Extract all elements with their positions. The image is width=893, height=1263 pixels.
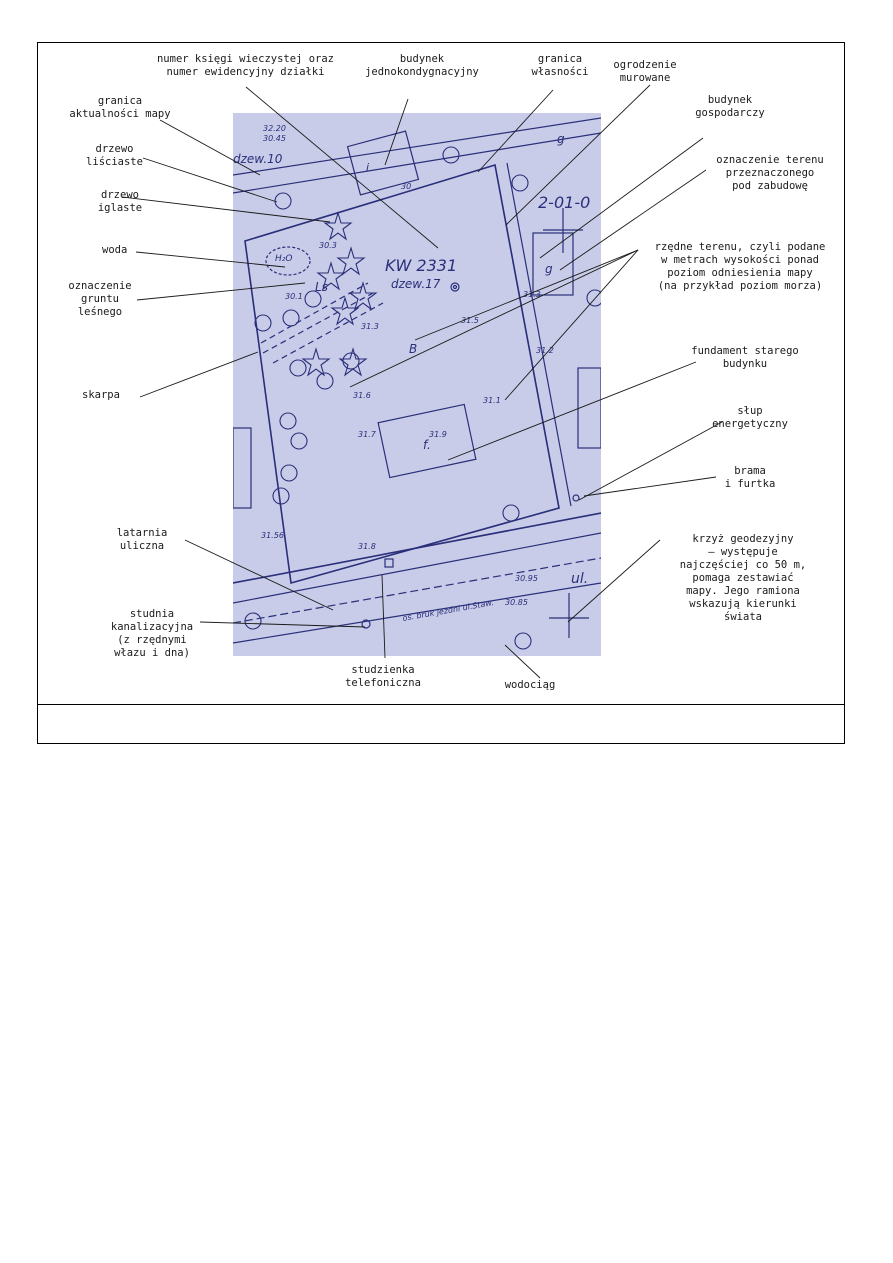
map-elev-4: 30.1: [285, 292, 303, 301]
label-oznaczenie-gruntu: oznaczenie gruntu leśnego: [68, 280, 132, 318]
map-elev-3: 30.3: [319, 241, 337, 250]
map-g-symbol-top: g: [557, 132, 565, 146]
map-elev-5: 31.3: [361, 322, 379, 331]
label-fundament: fundament starego budynku: [691, 345, 799, 370]
map-elev-14: 30.95: [515, 574, 538, 583]
map-elev-9: 31.9: [429, 430, 447, 439]
map-elev-8: 31.7: [358, 430, 376, 439]
map-street-note: os. bruk jezdni ul.Staw.: [401, 598, 495, 623]
label-budynek-gospodarczy: budynek gospodarczy: [695, 94, 765, 119]
label-latarnia-uliczna: latarnia uliczna: [116, 527, 168, 552]
label-skarpa: skarpa: [82, 389, 120, 401]
label-drzewo-iglaste: drzewo iglaste: [97, 189, 143, 214]
label-wodociag: wodociąg: [504, 679, 556, 691]
label-rzedne-terenu: rzędne terenu, czyli podane w metrach wysokości ponad poziom odniesienia mapy (na przykład poziom morza): [654, 241, 826, 292]
label-ogrodzenie-murowane: ogrodzenie murowane: [613, 59, 677, 84]
map-elev-10: 31.3: [523, 290, 541, 299]
label-granica-aktualnosci: granica aktualności mapy: [69, 95, 171, 120]
label-woda: woda: [102, 244, 128, 256]
label-slup-energetyczny: słup energetyczny: [712, 405, 788, 430]
map-elev-7: 31.6: [353, 391, 371, 400]
map-i-symbol: i: [366, 161, 370, 174]
map-street-label: ul.: [571, 571, 589, 587]
map-kw-number: KW 2331: [385, 256, 458, 275]
label-budynek-jednokondygnacyjny: budynek jednokondygnacyjny: [365, 53, 479, 78]
map-b-symbol: B: [409, 342, 418, 356]
map-code: 2-01-0: [538, 193, 591, 212]
label-drzewo-lisciaste: drzewo liściaste: [86, 143, 143, 168]
map-elev-16: 31.1: [483, 396, 501, 405]
map-g-symbol: g: [545, 262, 553, 276]
map-elev-2: 30: [401, 182, 412, 191]
map-elev-13: 31.8: [358, 542, 376, 551]
label-numer-ksiegi: numer księgi wieczystej oraz numer ewidencyjny działki: [156, 53, 334, 78]
label-studzienka-telefoniczna: studzienka telefoniczna: [345, 664, 421, 689]
map-elev-11: 31.2: [536, 346, 554, 355]
map-f-symbol: f.: [423, 438, 431, 452]
map-elev-1: 30.45: [263, 134, 286, 143]
map-parcel-17: dzew.17: [391, 277, 441, 291]
label-krzyz-geodezyjny: krzyż geodezyjny – występuje najczęściej co 50 m, pomaga zestawiać mapy. Jego ramiona wskazują kierunki świata: [679, 533, 807, 623]
map-forest-symbol: Ls: [315, 280, 328, 294]
map-elev-6: 31.5: [461, 316, 479, 325]
map-parcel-10: dzew.10: [233, 152, 283, 166]
label-studnia-kanalizacyjna: studnia kanalizacyjna (z rzędnymi włazu i dna): [110, 608, 194, 659]
label-brama-furtka: brama i furtka: [724, 465, 776, 490]
map-elev-15: 30.85: [505, 598, 528, 607]
label-granica-wlasnosci: granica własności: [531, 53, 589, 78]
map-elev-0: 32.20: [263, 124, 286, 133]
map-elev-12: 31.56: [261, 531, 284, 540]
map-water-symbol: H₂O: [275, 254, 293, 264]
label-oznaczenie-terenu: oznaczenie terenu przeznaczonego pod zabudowę: [716, 154, 824, 192]
